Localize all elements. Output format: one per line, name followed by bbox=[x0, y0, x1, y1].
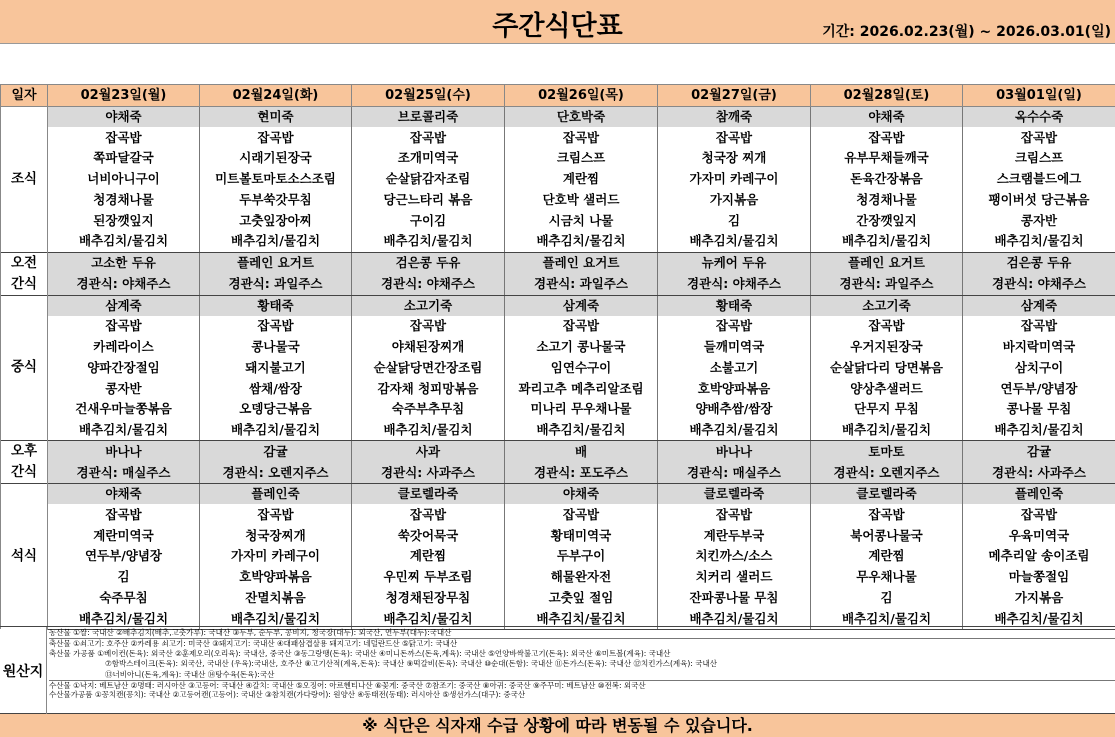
menu-item: 플레인죽 bbox=[200, 484, 352, 505]
menu-item: 배추김치/물김치 bbox=[352, 608, 505, 629]
menu-item: 콩자반 bbox=[963, 210, 1115, 231]
menu-item: 잡곡밥 bbox=[352, 316, 505, 337]
menu-item: 소불고기 bbox=[658, 357, 811, 378]
menu-row bbox=[1, 462, 1115, 484]
menu-item: 잡곡밥 bbox=[48, 316, 200, 337]
menu-item: 구이김 bbox=[352, 210, 505, 231]
menu-item: 야채죽 bbox=[505, 484, 658, 505]
menu-item: 김 bbox=[811, 588, 963, 609]
menu-item: 연두부/양념장 bbox=[48, 546, 200, 567]
menu-item: 경관식: 야채주스 bbox=[963, 274, 1115, 296]
menu-item: 무우채나물 bbox=[811, 567, 963, 588]
menu-item: 잡곡밥 bbox=[811, 127, 963, 148]
menu-item: 해물완자전 bbox=[505, 567, 658, 588]
menu-item: 크림스프 bbox=[505, 148, 658, 169]
menu-item: 경관식: 포도주스 bbox=[505, 462, 658, 484]
menu-item: 잡곡밥 bbox=[48, 504, 200, 525]
menu-item: 삼계죽 bbox=[48, 295, 200, 316]
origin-line: 수산물 ①낙지: 베트남산 ②명태: 러시아산 ③고등어: 국내산 ④갈치: 국내산 ⑤오징어: 아르헨티나산 ⑥꽃게: 중국산 ⑦참조기: 중국산 ⑧아귀: 중국산 ⑨주꾸미: 베트남산 ⑩전복: 외국산 bbox=[49, 680, 1115, 690]
menu-item: 야채죽 bbox=[48, 484, 200, 505]
menu-item: 우거지된장국 bbox=[811, 337, 963, 358]
menu-item: 배추김치/물김치 bbox=[48, 608, 200, 629]
menu-item: 양상추샐러드 bbox=[811, 378, 963, 399]
menu-item: 배추김치/물김치 bbox=[658, 231, 811, 252]
menu-item: 돼지불고기 bbox=[200, 357, 352, 378]
menu-item: 잡곡밥 bbox=[200, 504, 352, 525]
menu-row bbox=[1, 169, 1115, 190]
meal-label: 중식 bbox=[1, 295, 48, 441]
menu-item: 배추김치/물김치 bbox=[200, 420, 352, 441]
menu-row bbox=[1, 588, 1115, 609]
menu-item: 고춧잎장아찌 bbox=[200, 210, 352, 231]
menu-item: 쪽파달갈국 bbox=[48, 148, 200, 169]
menu-item: 배추김치/물김치 bbox=[505, 420, 658, 441]
menu-item: 잡곡밥 bbox=[963, 127, 1115, 148]
menu-item: 단호박 샐러드 bbox=[505, 190, 658, 211]
corner-label: 일자 bbox=[1, 85, 48, 107]
menu-row bbox=[1, 231, 1115, 252]
menu-item: 잔멸치볶음 bbox=[200, 588, 352, 609]
menu-item: 너비아니구이 bbox=[48, 169, 200, 190]
menu-item: 들깨미역국 bbox=[658, 337, 811, 358]
menu-row bbox=[1, 441, 1115, 463]
menu-item: 클로렐라죽 bbox=[811, 484, 963, 505]
menu-item: 배추김치/물김치 bbox=[352, 231, 505, 252]
menu-item: 시금치 나물 bbox=[505, 210, 658, 231]
origin-line: 수산물가공품 ①꽁치캔(꽁치): 국내산 ②고등어캔(고등어): 국내산 ③참치캔(가다랑어): 원양산 ④동태전(동태): 러시아산 ⑤생선가스(대구): 중국산 bbox=[49, 690, 526, 700]
menu-item: 배추김치/물김치 bbox=[352, 420, 505, 441]
menu-item: 된장깻잎지 bbox=[48, 210, 200, 231]
day-header: 02월27일(금) bbox=[658, 85, 811, 107]
menu-item: 간장깻잎지 bbox=[811, 210, 963, 231]
menu-item: 잡곡밥 bbox=[963, 316, 1115, 337]
day-header: 03월01일(일) bbox=[963, 85, 1115, 107]
menu-period: 기간: 2026.02.23(월) ~ 2026.03.01(일) bbox=[822, 24, 1111, 40]
menu-item: 계란찜 bbox=[505, 169, 658, 190]
menu-item: 우민찌 두부조림 bbox=[352, 567, 505, 588]
menu-item: 플레인죽 bbox=[963, 484, 1115, 505]
menu-item: 치킨까스/소스 bbox=[658, 546, 811, 567]
origin-line: 축산물 ①쇠고기: 호주산 ②카레용 쇠고기: 미국산 ③돼지고기: 국내산 ④대패삼겹살용 돼지고기: 네덜란드산 ⑤닭고기: 국내산 bbox=[49, 638, 1115, 648]
menu-item: 클로렐라죽 bbox=[352, 484, 505, 505]
menu-item: 삼계죽 bbox=[505, 295, 658, 316]
menu-item: 토마토 bbox=[811, 441, 963, 463]
menu-item: 청경채나물 bbox=[48, 190, 200, 211]
menu-item: 야채죽 bbox=[48, 107, 200, 128]
menu-item: 가지볶음 bbox=[658, 190, 811, 211]
menu-item: 미트볼토마토소스조림 bbox=[200, 169, 352, 190]
menu-item: 배추김치/물김치 bbox=[48, 231, 200, 252]
menu-item: 호박양파볶음 bbox=[658, 378, 811, 399]
notice-banner: ※ 식단은 식자재 수급 상황에 따라 변동될 수 있습니다. bbox=[0, 714, 1115, 737]
menu-row bbox=[1, 337, 1115, 358]
menu-item: 황태죽 bbox=[200, 295, 352, 316]
menu-row bbox=[1, 357, 1115, 378]
menu-item: 검은콩 두유 bbox=[963, 252, 1115, 274]
menu-item: 잡곡밥 bbox=[200, 127, 352, 148]
menu-item: 양배추쌈/쌈장 bbox=[658, 399, 811, 420]
menu-item: 마늘쫑절임 bbox=[963, 567, 1115, 588]
menu-item: 황태죽 bbox=[658, 295, 811, 316]
menu-item: 두부쑥갓무침 bbox=[200, 190, 352, 211]
menu-item: 현미죽 bbox=[200, 107, 352, 128]
menu-item: 배추김치/물김치 bbox=[200, 231, 352, 252]
menu-item: 경관식: 매실주스 bbox=[48, 462, 200, 484]
menu-item: 콩나물국 bbox=[200, 337, 352, 358]
menu-item: 배추김치/물김치 bbox=[963, 231, 1115, 252]
menu-item: 가자미 카레구이 bbox=[658, 169, 811, 190]
origin-line: 농산물 ①쌀: 국내산 ②배추김치(배추,고춧가루): 국내산 ③두부, 순두부, 콩비지, 청국장(대두): 외국산, 연두부(대두):국내산 bbox=[49, 628, 452, 637]
menu-item: 콩나물 무침 bbox=[963, 399, 1115, 420]
menu-row bbox=[1, 316, 1115, 337]
menu-item: 배 bbox=[505, 441, 658, 463]
menu-item: 스크램블드에그 bbox=[963, 169, 1115, 190]
day-header: 02월26일(목) bbox=[505, 85, 658, 107]
menu-item: 소고기죽 bbox=[811, 295, 963, 316]
menu-item: 삼치구이 bbox=[963, 357, 1115, 378]
menu-row bbox=[1, 525, 1115, 546]
menu-item: 크림스프 bbox=[963, 148, 1115, 169]
menu-item: 미나리 무우채나물 bbox=[505, 399, 658, 420]
menu-item: 청국장찌개 bbox=[200, 525, 352, 546]
menu-item: 꽈리고추 메추리알조림 bbox=[505, 378, 658, 399]
menu-item: 잡곡밥 bbox=[811, 504, 963, 525]
menu-item: 경관식: 야채주스 bbox=[48, 274, 200, 296]
menu-item: 경관식: 사과주스 bbox=[352, 462, 505, 484]
menu-item: 소고기 콩나물국 bbox=[505, 337, 658, 358]
menu-row bbox=[1, 504, 1115, 525]
menu-item: 경관식: 야채주스 bbox=[658, 274, 811, 296]
menu-item: 청경채나물 bbox=[811, 190, 963, 211]
menu-item: 경관식: 사과주스 bbox=[963, 462, 1115, 484]
day-header-row bbox=[1, 85, 1115, 107]
menu-item: 청국장 찌개 bbox=[658, 148, 811, 169]
menu-item: 황태미역국 bbox=[505, 525, 658, 546]
menu-row bbox=[1, 274, 1115, 296]
meal-label: 석식 bbox=[1, 484, 48, 630]
menu-item: 가지볶음 bbox=[963, 588, 1115, 609]
menu-row bbox=[1, 210, 1115, 231]
menu-item: 임연수구이 bbox=[505, 357, 658, 378]
menu-item: 사과 bbox=[352, 441, 505, 463]
menu-item: 브로콜리죽 bbox=[352, 107, 505, 128]
menu-row bbox=[1, 127, 1115, 148]
menu-row bbox=[1, 567, 1115, 588]
origin-line: ⑦함박스테이크(돈육): 외국산, 국내산 (우육):국내산, 호주산 ⑧고기산적(계육,돈육): 국내산 ⑨떡갈비(돈육): 국내산 ⑩순대(돈함): 국내산 ⑪돈가스(돈육): 국내산 ⑫치킨가스(계육): 국내산 bbox=[105, 659, 717, 669]
menu-row bbox=[1, 148, 1115, 169]
menu-item: 잡곡밥 bbox=[963, 504, 1115, 525]
weekly-menu-table bbox=[0, 84, 1115, 630]
day-header: 02월28일(토) bbox=[811, 85, 963, 107]
menu-item: 배추김치/물김치 bbox=[811, 231, 963, 252]
menu-item: 숙주무침 bbox=[48, 588, 200, 609]
menu-row bbox=[1, 378, 1115, 399]
menu-item: 메추리알 송이조림 bbox=[963, 546, 1115, 567]
meal-label: 오후 간식 bbox=[1, 441, 48, 484]
menu-item: 잡곡밥 bbox=[658, 127, 811, 148]
menu-body bbox=[1, 107, 1115, 630]
menu-item: 가자미 카레구이 bbox=[200, 546, 352, 567]
menu-item: 배추김치/물김치 bbox=[658, 420, 811, 441]
menu-item: 삼계죽 bbox=[963, 295, 1115, 316]
menu-item: 잡곡밥 bbox=[505, 316, 658, 337]
menu-item: 바나나 bbox=[48, 441, 200, 463]
menu-item: 계란두부국 bbox=[658, 525, 811, 546]
menu-item: 경관식: 야채주스 bbox=[352, 274, 505, 296]
menu-item: 감자채 청피망볶음 bbox=[352, 378, 505, 399]
menu-item: 플레인 요거트 bbox=[200, 252, 352, 274]
origin-lines bbox=[49, 628, 1115, 701]
menu-item: 콩자반 bbox=[48, 378, 200, 399]
menu-item: 클로렐라죽 bbox=[658, 484, 811, 505]
menu-item: 계란미역국 bbox=[48, 525, 200, 546]
menu-item: 순살닭다리 당면볶음 bbox=[811, 357, 963, 378]
menu-item: 두부구이 bbox=[505, 546, 658, 567]
menu-item: 경관식: 과일주스 bbox=[811, 274, 963, 296]
menu-item: 청경채된장무침 bbox=[352, 588, 505, 609]
menu-item: 돈육간장볶음 bbox=[811, 169, 963, 190]
menu-row bbox=[1, 420, 1115, 441]
menu-item: 김 bbox=[658, 210, 811, 231]
menu-item: 소고기죽 bbox=[352, 295, 505, 316]
menu-item: 배추김치/물김치 bbox=[811, 420, 963, 441]
menu-row bbox=[1, 295, 1115, 316]
menu-item: 단호박죽 bbox=[505, 107, 658, 128]
menu-item: 조개미역국 bbox=[352, 148, 505, 169]
menu-item: 호박양파볶음 bbox=[200, 567, 352, 588]
menu-item: 경관식: 매실주스 bbox=[658, 462, 811, 484]
menu-item: 시래기된장국 bbox=[200, 148, 352, 169]
menu-item: 쌈채/쌈장 bbox=[200, 378, 352, 399]
menu-item: 계란찜 bbox=[352, 546, 505, 567]
menu-item: 배추김치/물김치 bbox=[963, 420, 1115, 441]
meal-label: 오전 간식 bbox=[1, 252, 48, 295]
menu-item: 북어콩나물국 bbox=[811, 525, 963, 546]
origin-line: 축산물 가공품 ①베이컨(돈육): 외국산 ②훈제오리(오리육): 국내산, 중국산 ③동그랑땡(돈육): 국내산 ④미니돈까스(돈육,계육): 국내산 ⑤언양바싹불고기(돈육): 외국산 ⑥미트볼(계육): 국내산 bbox=[49, 648, 671, 658]
menu-item: 쑥갓어묵국 bbox=[352, 525, 505, 546]
menu-item: 계란찜 bbox=[811, 546, 963, 567]
menu-item: 잔파콩나물 무침 bbox=[658, 588, 811, 609]
menu-item: 잡곡밥 bbox=[352, 504, 505, 525]
menu-item: 연두부/양념장 bbox=[963, 378, 1115, 399]
menu-item: 치커리 샐러드 bbox=[658, 567, 811, 588]
menu-row bbox=[1, 107, 1115, 128]
menu-item: 숙주부추무침 bbox=[352, 399, 505, 420]
menu-item: 잡곡밥 bbox=[352, 127, 505, 148]
menu-item: 우육미역국 bbox=[963, 525, 1115, 546]
origin-label: 원산지 bbox=[0, 627, 47, 715]
menu-item: 순살닭감자조림 bbox=[352, 169, 505, 190]
menu-item: 잡곡밥 bbox=[200, 316, 352, 337]
menu-item: 단무지 무침 bbox=[811, 399, 963, 420]
menu-item: 건새우마늘쫑볶음 bbox=[48, 399, 200, 420]
menu-item: 배추김치/물김치 bbox=[505, 231, 658, 252]
menu-item: 참깨죽 bbox=[658, 107, 811, 128]
page-title: 주간식단표 bbox=[492, 11, 623, 42]
menu-row bbox=[1, 252, 1115, 274]
menu-item: 검은콩 두유 bbox=[352, 252, 505, 274]
menu-item: 배추김치/물김치 bbox=[658, 608, 811, 629]
menu-item: 감귤 bbox=[963, 441, 1115, 463]
menu-item: 순살닭당면간장조림 bbox=[352, 357, 505, 378]
menu-item: 잡곡밥 bbox=[505, 127, 658, 148]
day-header: 02월25일(수) bbox=[352, 85, 505, 107]
menu-item: 배추김치/물김치 bbox=[963, 608, 1115, 629]
day-header: 02월24일(화) bbox=[200, 85, 352, 107]
menu-item: 잡곡밥 bbox=[658, 504, 811, 525]
menu-item: 카레라이스 bbox=[48, 337, 200, 358]
origin-line: ⑬너비아니(돈육,계육): 국내산 ⑭탕수육(돈육):국산 bbox=[105, 669, 275, 679]
menu-item: 고소한 두유 bbox=[48, 252, 200, 274]
menu-item: 오뎅당근볶음 bbox=[200, 399, 352, 420]
menu-item: 고춧잎 절임 bbox=[505, 588, 658, 609]
menu-item: 경관식: 과일주스 bbox=[200, 274, 352, 296]
menu-item: 당근느타리 볶음 bbox=[352, 190, 505, 211]
menu-item: 바나나 bbox=[658, 441, 811, 463]
menu-item: 잡곡밥 bbox=[811, 316, 963, 337]
menu-item: 야채된장찌개 bbox=[352, 337, 505, 358]
menu-item: 배추김치/물김치 bbox=[48, 420, 200, 441]
menu-item: 배추김치/물김치 bbox=[811, 608, 963, 629]
menu-item: 옥수수죽 bbox=[963, 107, 1115, 128]
menu-item: 야채죽 bbox=[811, 107, 963, 128]
menu-item: 플레인 요거트 bbox=[811, 252, 963, 274]
menu-row bbox=[1, 399, 1115, 420]
menu-item: 잡곡밥 bbox=[658, 316, 811, 337]
menu-item: 바지락미역국 bbox=[963, 337, 1115, 358]
menu-row bbox=[1, 484, 1115, 505]
menu-row bbox=[1, 190, 1115, 211]
meal-label: 조식 bbox=[1, 107, 48, 253]
menu-item: 경관식: 오렌지주스 bbox=[200, 462, 352, 484]
menu-item: 팽이버섯 당근볶음 bbox=[963, 190, 1115, 211]
menu-item: 뉴케어 두유 bbox=[658, 252, 811, 274]
menu-item: 잡곡밥 bbox=[48, 127, 200, 148]
menu-item: 배추김치/물김치 bbox=[200, 608, 352, 629]
origin-section bbox=[0, 626, 1115, 714]
day-header: 02월23일(월) bbox=[48, 85, 200, 107]
title-bar bbox=[0, 0, 1115, 44]
menu-item: 감귤 bbox=[200, 441, 352, 463]
menu-item: 경관식: 오렌지주스 bbox=[811, 462, 963, 484]
menu-item: 유부무채들깨국 bbox=[811, 148, 963, 169]
menu-item: 플레인 요거트 bbox=[505, 252, 658, 274]
menu-item: 경관식: 과일주스 bbox=[505, 274, 658, 296]
menu-item: 양파간장절임 bbox=[48, 357, 200, 378]
menu-item: 배추김치/물김치 bbox=[505, 608, 658, 629]
menu-item: 김 bbox=[48, 567, 200, 588]
menu-row bbox=[1, 546, 1115, 567]
menu-item: 잡곡밥 bbox=[505, 504, 658, 525]
